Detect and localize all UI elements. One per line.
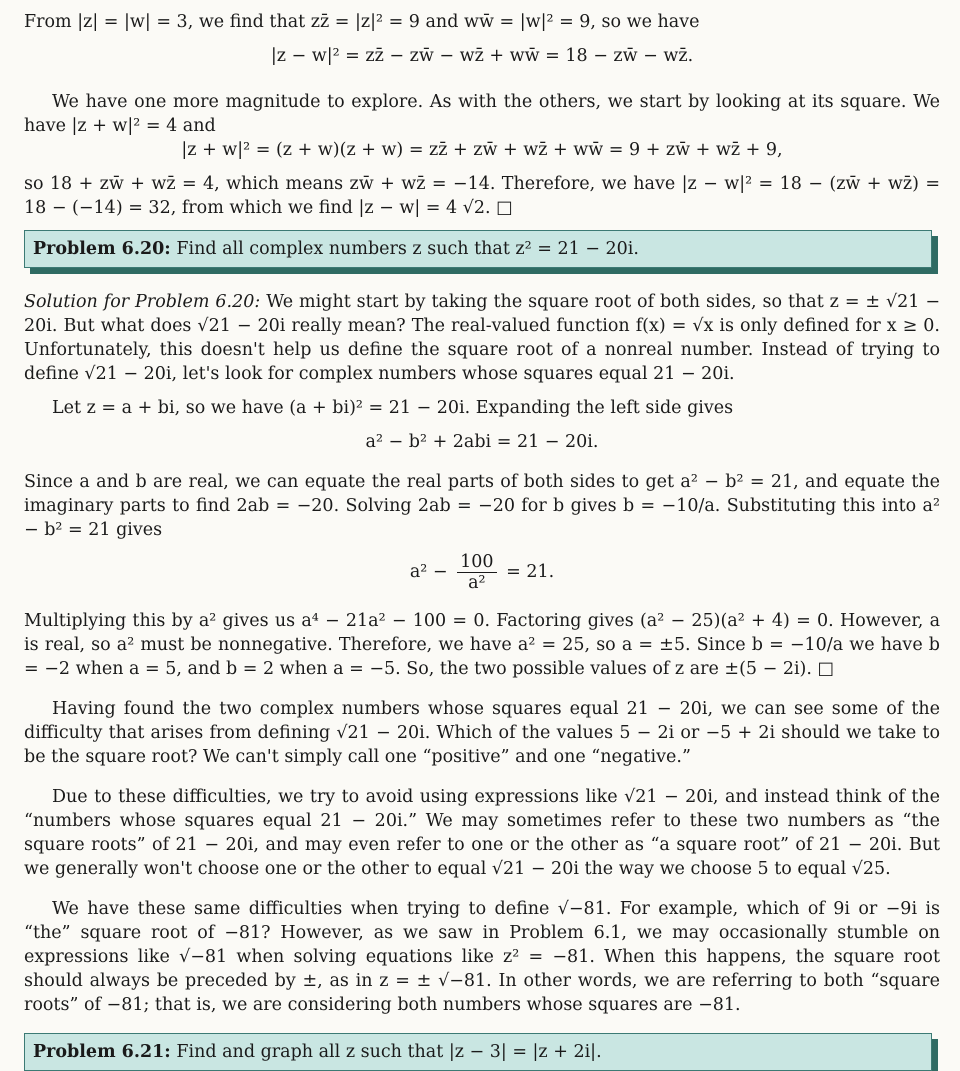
paragraph-intro: From |z| = |w| = 3, we find that zz̄ = |z|² = 9 and ww̄ = |w|² = 9, so we have xyxy=(24,12,700,32)
paragraph-magnitude: We have one more magnitude to explore. As with the others, we start by looking at its square. We have |z + w|² = 4 and xyxy=(24,92,940,136)
solution-paragraph-3: Since a and b are real, we can equate the real parts of both sides to get a² − b² = 21, and equate the imaginary parts to find 2ab = −20. Solving 2ab = −20 for b gives b = −10/a. Substituting this into a² − b² = 21 gives xyxy=(24,472,940,540)
problem-6-20-box xyxy=(24,230,932,268)
solution-label: Solution for Problem 6.20: xyxy=(24,292,261,312)
textbook-page xyxy=(24,10,940,1071)
equation-expanded: a² − b² + 2abi = 21 − 20i. xyxy=(365,432,599,452)
eq4-right: = 21. xyxy=(506,562,555,582)
fraction-denominator: a² xyxy=(468,573,486,593)
solution-paragraph-2: Let z = a + bi, so we have (a + bi)² = 21 − 20i. Expanding the left side gives xyxy=(52,398,734,418)
problem-6-20-label: Problem 6.20: xyxy=(33,239,171,259)
paragraph-difficulty: Having found the two complex numbers whose squares equal 21 − 20i, we can see some of the difficulty that arises from defining √21 − 20i. Which of the values 5 − 2i or −5 + 2i should we take to be the square root? We can't simply call one “positive” and one “negative.” xyxy=(24,699,940,767)
solution-paragraph-4: Multiplying this by a² gives us a⁴ − 21a² − 100 = 0. Factoring gives (a² − 25)(a² + 4) = 0. However, a is real, so a² must be nonnegative. Therefore, we have a² = 25, so a = ±5. Since b = −10/a we have b = −2 when a = 5, and b = 2 when a = −5. So, the two possible values of z are ±(5 − 2i). □ xyxy=(24,611,940,679)
problem-6-21-label: Problem 6.21: xyxy=(33,1042,171,1062)
equation-z-plus-w: |z + w|² = (z + w)(z + w) = zz̄ + zw̄ + wz̄ + ww̄ = 9 + zw̄ + wz̄ + 9, xyxy=(181,140,783,160)
fraction-numerator: 100 xyxy=(457,552,496,573)
fraction xyxy=(457,552,496,593)
solution-paragraph-1 xyxy=(24,290,940,386)
problem-6-21-box xyxy=(24,1033,932,1071)
paragraph-negative-81: We have these same difficulties when trying to define √−81. For example, which of 9i or −9i is “the” square root of −81? However, as we saw in Problem 6.1, we may occasionally stumble on expressions like √−81 when solving equations like z² = −81. When this happens, the square root should always be preceded by ±, as in z = ± √−81. In other words, we are referring to both “square roots” of −81; that is, we are considering both numbers whose squares are −81. xyxy=(24,899,940,1015)
equation-fraction xyxy=(24,552,940,593)
problem-6-21-text: Find and graph all z such that |z − 3| = |z + 2i|. xyxy=(176,1042,602,1062)
paragraph-avoid: Due to these difficulties, we try to avoid using expressions like √21 − 20i, and instead think of the “numbers whose squares equal 21 − 20i.” We may sometimes refer to these two numbers as “the square roots” of 21 − 20i, and may even refer to one or the other as “a square root” of 21 − 20i. But we generally won't choose one or the other to equal √21 − 20i the way we choose 5 to equal √25. xyxy=(24,787,940,879)
solution-text-1: We might start by taking the square root of both sides, so that z = ± √21 − 20i. But what does √21 − 20i really mean? The real-valued function f(x) = √x is only defined for x ≥ 0. Unfortunately, this doesn't help us define the square root of a nonreal number. Instead of trying to define √21 − 20i, let's look for complex numbers whose squares equal 21 − 20i. xyxy=(24,292,941,384)
equation-z-minus-w: |z − w|² = zz̄ − zw̄ − wz̄ + ww̄ = 18 − zw̄ − wz̄. xyxy=(270,46,694,66)
paragraph-conclusion: so 18 + zw̄ + wz̄ = 4, which means zw̄ + wz̄ = −14. Therefore, we have |z − w|² = 18 − (zw̄ + wz̄) = 18 − (−14) = 32, from which we find |z − w| = 4 √2. □ xyxy=(24,174,940,218)
eq4-left: a² − xyxy=(409,562,448,582)
problem-6-20-text: Find all complex numbers z such that z² = 21 − 20i. xyxy=(176,239,639,259)
